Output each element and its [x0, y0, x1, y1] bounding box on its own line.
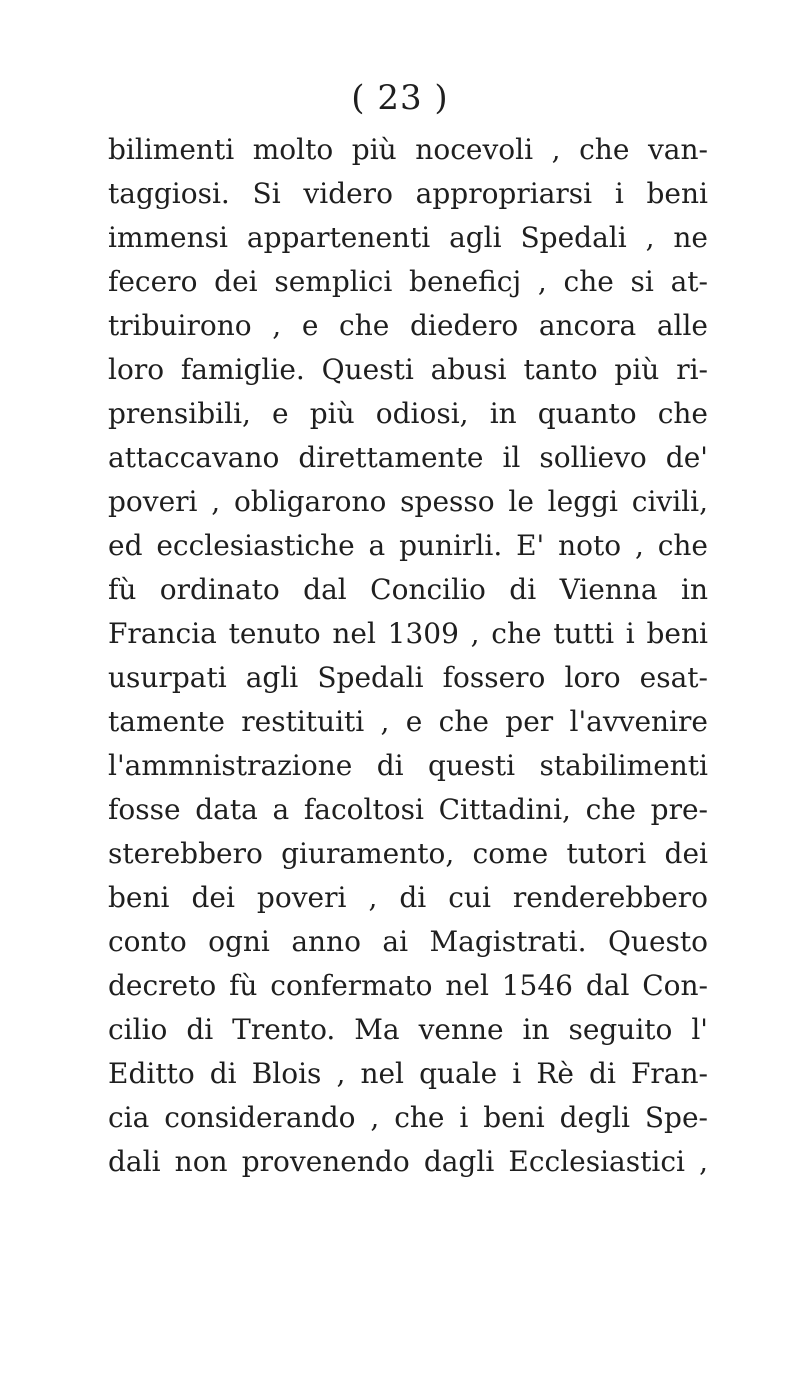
text-line: bilimenti molto più nocevoli , che van- [108, 133, 708, 166]
page-number: ( 23 ) [351, 78, 449, 118]
text-line: Francia tenuto nel 1309 , che tutti i beni [108, 617, 708, 650]
text-line: dali non provenendo dagli Ecclesiastici , [108, 1145, 708, 1178]
text-line: ed ecclesiastiche a punirli. E' noto , che [108, 529, 708, 562]
text-line: fosse data a facoltosi Cittadini, che pre- [108, 793, 708, 826]
text-line: decreto fù confermato nel 1546 dal Con- [108, 969, 708, 1002]
text-line: cia considerando , che i beni degli Spe- [108, 1101, 708, 1134]
text-line: usurpati agli Spedali fossero loro esat- [108, 661, 708, 694]
text-line: immensi appartenenti agli Spedali , ne [108, 221, 708, 254]
text-line: fecero dei semplici beneficj , che si at- [108, 265, 708, 298]
text-line: tamente restituiti , e che per l'avvenire [108, 705, 708, 738]
text-line: fù ordinato dal Concilio di Vienna in [108, 573, 708, 606]
text-line: l'ammnistrazione di questi stabilimenti [108, 749, 708, 782]
text-line: sterebbero giuramento, come tutori dei [108, 837, 708, 870]
text-line: conto ogni anno ai Magistrati. Questo [108, 925, 708, 958]
text-line: tribuirono , e che diedero ancora alle [108, 309, 708, 342]
text-line: poveri , obligarono spesso le leggi civili, [108, 485, 708, 518]
text-line: attaccavano direttamente il sollievo de' [108, 441, 708, 474]
body-text [108, 128, 708, 1184]
text-line: taggiosi. Si videro appropriarsi i beni [108, 177, 708, 210]
text-line: prensibili, e più odiosi, in quanto che [108, 397, 708, 430]
text-line: loro famiglie. Questi abusi tanto più ri- [108, 353, 708, 386]
text-line: Editto di Blois , nel quale i Rè di Fran- [108, 1057, 708, 1090]
text-line: beni dei poveri , di cui renderebbero [108, 881, 708, 914]
text-line: cilio di Trento. Ma venne in seguito l' [108, 1013, 708, 1046]
